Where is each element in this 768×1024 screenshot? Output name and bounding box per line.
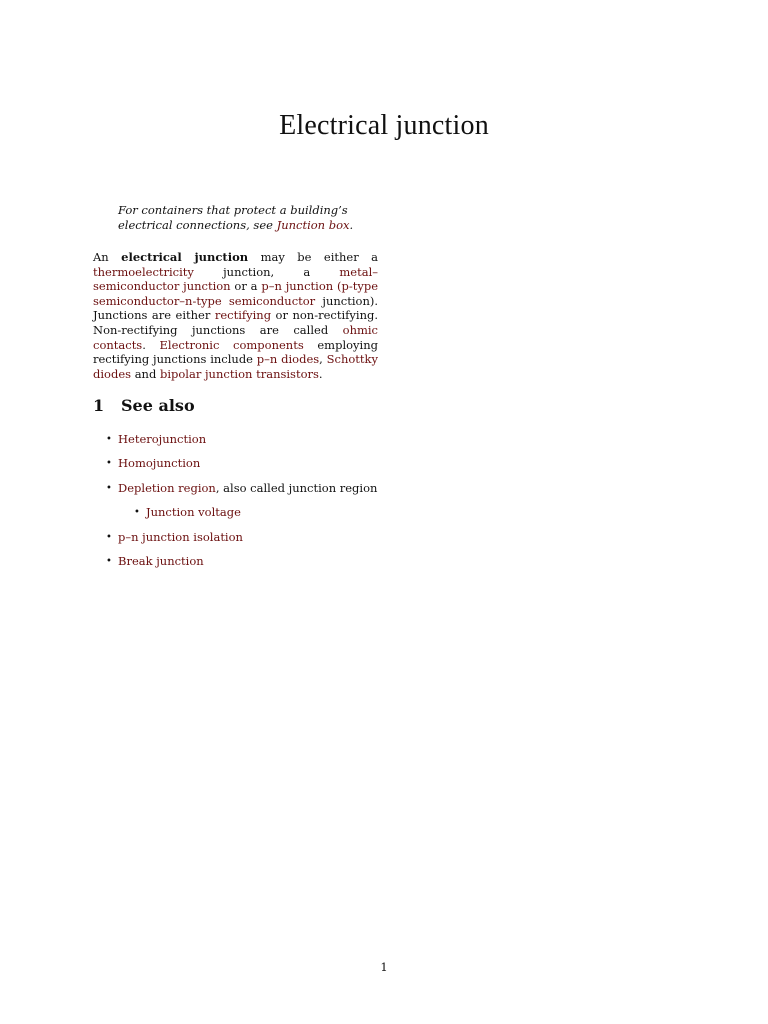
electronic-components-link[interactable]: Electronic components xyxy=(159,337,304,352)
paragraph-text: junction). Junctions are either xyxy=(93,293,379,323)
hatnote-suffix: . xyxy=(349,218,354,232)
ohmic-contacts-link[interactable]: ohmic contacts xyxy=(93,322,378,352)
intro-paragraph xyxy=(93,250,378,381)
paragraph-text: employing rectifying junctions include xyxy=(93,337,378,367)
section-number: 1 xyxy=(93,396,105,415)
section-heading-see-also xyxy=(93,396,195,415)
paragraph-text: . xyxy=(142,337,160,352)
rectifying-link[interactable]: rectifying xyxy=(214,308,272,323)
bullet-icon: • xyxy=(106,458,112,469)
list-item xyxy=(134,505,241,520)
list-item xyxy=(106,432,207,447)
paragraph-text: and xyxy=(131,366,160,381)
p-n-junction-link[interactable]: p–n junction xyxy=(261,279,334,294)
bullet-icon: • xyxy=(106,532,112,543)
paragraph-text: junction, a xyxy=(193,264,340,279)
bullet-icon: • xyxy=(106,556,112,567)
paragraph-text: , xyxy=(319,352,327,367)
heterojunction-link[interactable]: Heterojunction xyxy=(118,432,207,446)
schottky-diodes-link[interactable]: Schottky diodes xyxy=(93,352,378,381)
p-n-diodes-link[interactable]: p–n diodes xyxy=(256,352,320,367)
list-item xyxy=(106,456,201,471)
semiconductor-types-link[interactable]: (p-type semiconductor–n-type semiconductor xyxy=(93,279,379,308)
junction-box-link[interactable]: Junction box xyxy=(276,218,350,232)
hatnote xyxy=(118,203,380,233)
homojunction-link[interactable]: Homojunction xyxy=(118,456,201,470)
break-junction-link[interactable]: Break junction xyxy=(118,554,204,568)
bullet-icon: • xyxy=(134,507,140,518)
bold-term: electrical junction xyxy=(121,250,249,264)
metal-semiconductor-junction-link[interactable]: metal–semiconductor junction xyxy=(93,264,378,294)
paragraph-text: or a xyxy=(230,279,262,294)
list-item xyxy=(106,554,204,569)
section-title: See also xyxy=(121,396,195,415)
bipolar-junction-transistors-link[interactable]: bipolar junction transistors xyxy=(159,366,319,381)
bullet-icon: • xyxy=(106,434,112,445)
p-n-junction-isolation-link[interactable]: p–n junction isolation xyxy=(118,530,243,544)
thermoelectricity-link[interactable]: thermoelectricity xyxy=(93,264,194,279)
depletion-region-link[interactable]: Depletion region xyxy=(118,481,216,495)
bullet-icon: • xyxy=(106,483,112,494)
paragraph-text: An xyxy=(93,250,122,264)
paragraph-text: or non-rectifying. Non-rectifying junctions are called xyxy=(93,308,378,337)
page-number: 1 xyxy=(380,960,388,974)
page-title: Electrical junction xyxy=(279,110,489,141)
list-item xyxy=(106,530,243,545)
paragraph-text: . xyxy=(318,366,323,381)
list-item-text: , also called junction region xyxy=(215,481,378,495)
hatnote-text: For containers that protect a building’s electrical connections, see xyxy=(118,203,348,232)
list-item xyxy=(106,481,378,496)
junction-voltage-link[interactable]: Junction voltage xyxy=(146,505,241,519)
paragraph-text: may be either a xyxy=(248,250,378,264)
